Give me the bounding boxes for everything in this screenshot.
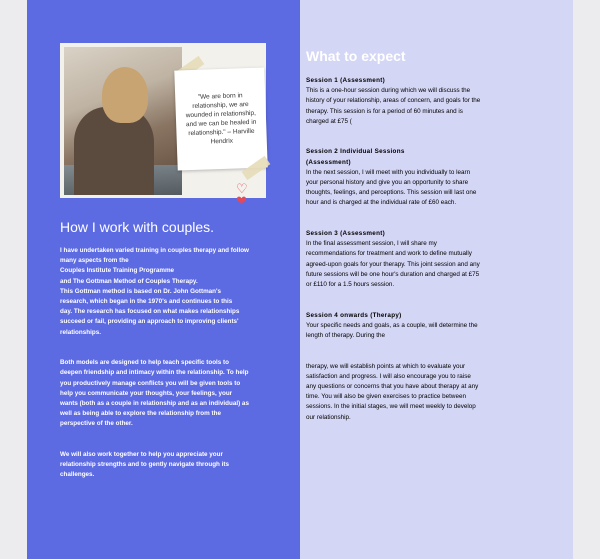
text-line: challenges. xyxy=(60,471,95,479)
text-line: In the next session, I will meet with you individually to learn xyxy=(306,168,471,176)
text-line: wants (both as a couple in relationship and as an individual) as xyxy=(60,400,249,408)
text-line: research, which began in the 1970's and continues to this xyxy=(60,298,233,306)
text-line: any questions or concerns that you have about therapy at any xyxy=(306,382,479,390)
what-to-expect-heading: What to expect xyxy=(306,48,406,64)
text-line: thoughts, feelings, and perceptions. This session will last one xyxy=(306,189,477,197)
session3-title: Session 3 (Assessment) xyxy=(306,229,386,237)
text-line: or £110 for a 1.5 hours session. xyxy=(306,281,395,288)
heart-icon: ♡︎ ❤ xyxy=(236,181,248,208)
text-line: This Gottman method is based on Dr. John Gottman's xyxy=(60,287,222,295)
couples-body xyxy=(60,246,270,481)
text-line: many aspects from the xyxy=(60,257,129,265)
text-line: recommendations for treatment and work to define mutually xyxy=(306,250,472,258)
session4-title: Session 4 onwards (Therapy) xyxy=(306,311,402,319)
text-line: In the final assessment session, I will share my xyxy=(306,240,437,248)
quote-note xyxy=(174,67,267,170)
session2-title: (Assessment) xyxy=(306,158,351,166)
quote-text: "We are born in relationship, we are wounded in relationship, and we can be healed in relationship." – Harville Hendrix xyxy=(185,92,257,146)
text-line: day. The research has focused on what makes relationships xyxy=(60,308,240,316)
text-line: Both models are designed to help teach specific tools to xyxy=(60,359,229,367)
text-line: and The Gottman Method of Couples Therapy. xyxy=(60,277,198,285)
text-line: perspective of the other. xyxy=(60,420,133,428)
text-line: our relationship. xyxy=(306,413,351,421)
text-line: history of your relationship, areas of concern, and goals for the xyxy=(306,97,481,105)
text-line: succeed or fail, providing an approach to improving clients' xyxy=(60,318,239,326)
hair-figure xyxy=(102,67,148,123)
text-line: satisfaction and progress. I will also encourage you to raise xyxy=(306,372,471,380)
couple-photo xyxy=(64,47,182,195)
couples-heading: How I work with couples. xyxy=(60,219,215,235)
text-line: your personal history and give you an opportunity to share xyxy=(306,179,469,186)
text-line: you productively manage conflicts you will be given tools to xyxy=(60,379,241,387)
session1-title: Session 1 (Assessment) xyxy=(306,77,386,84)
text-line: well as being able to explore the relationship from the xyxy=(60,410,221,418)
left-panel xyxy=(27,0,300,559)
couple-photo-card xyxy=(60,43,266,208)
text-line: time. You will also be given exercises to practice between xyxy=(306,393,466,401)
text-line: therapy, we will establish points at which to evaluate your xyxy=(306,362,466,370)
text-line: Your specific needs and goals, as a couple, will determine the xyxy=(306,321,478,329)
text-line: charged at £75 ( xyxy=(306,117,352,125)
text-line: relationships. xyxy=(60,328,101,336)
session2-title: Session 2 Individual Sessions xyxy=(306,148,405,156)
text-line: sessions. In the initial stages, we will meet weekly to develop xyxy=(306,403,476,411)
text-line: This is a one-hour session during which we will discuss the xyxy=(306,87,471,95)
text-line: deepen friendship and intimacy within the relationship. To help xyxy=(60,369,249,377)
text-line: length of therapy. During the xyxy=(306,331,385,339)
text-line: hour and is charged at the individual rate of £60 each. xyxy=(306,199,457,207)
sessions-body xyxy=(306,76,541,423)
text-line: future sessions will be one hour's duration and charged at £75 xyxy=(306,270,480,278)
text-line: help you communicate your thoughts, your feelings, your xyxy=(60,389,233,397)
text-line: agreed-upon goals for your therapy. This joint session and any xyxy=(306,260,480,268)
text-line: relationship strengths and to gently navigate through its xyxy=(60,461,229,469)
text-line: I have undertaken varied training in couples therapy and follow xyxy=(60,247,249,254)
text-line: We will also work together to help you appreciate your xyxy=(60,451,223,458)
text-line: Couples Institute Training Programme xyxy=(60,267,175,275)
text-line: therapy. This session is for a period of 60 minutes and is xyxy=(306,107,463,115)
